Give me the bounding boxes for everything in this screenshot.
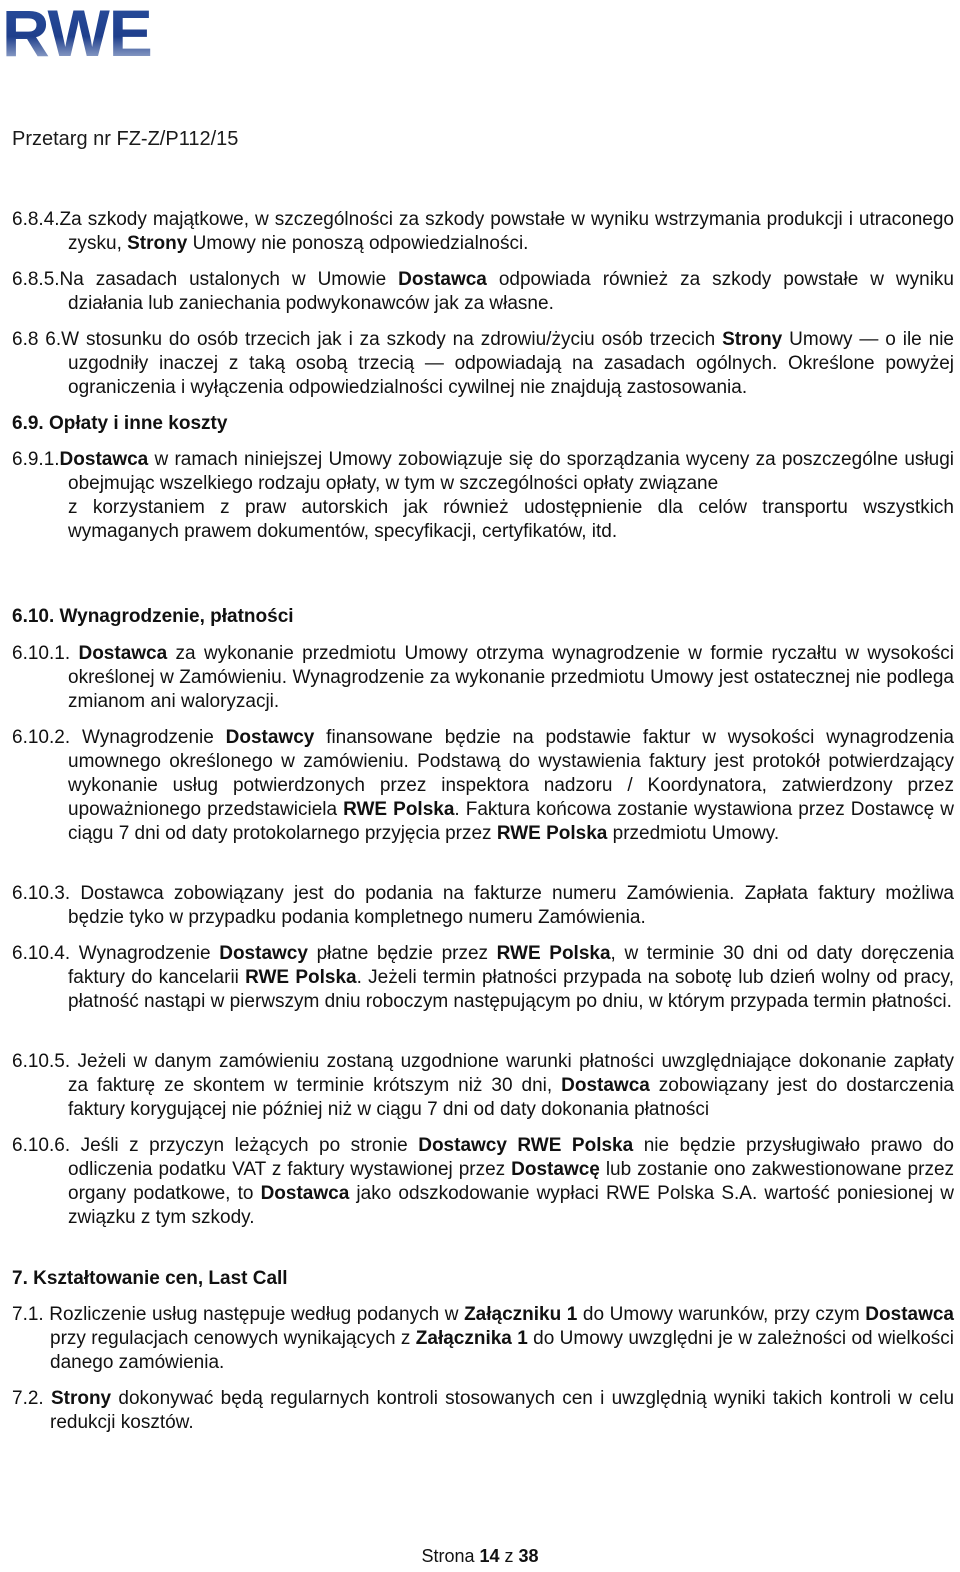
clause-6-8-4: 6.8.4.Za szkody majątkowe, w szczególności za szkody powstałe w wyniku wstrzymania produkcji i utraconego zysku, Strony Umowy nie ponoszą odpowiedzialności. — [12, 209, 954, 254]
clause-number: 6.10.3. — [12, 883, 71, 904]
clause-number: 6.8 6. — [12, 329, 62, 350]
clause-number: 7.1. — [12, 1304, 44, 1325]
clause-6-8-5: 6.8.5.Na zasadach ustalonych w Umowie Dostawca odpowiada również za szkody powstałe w wyniku działania lub zaniechania podwykonawców jak za własne. — [12, 269, 954, 314]
page-number: 14 — [479, 1546, 500, 1566]
svg-text:RWE: RWE — [2, 2, 152, 68]
clause-6-8-6: 6.8 6.W stosunku do osób trzecich jak i za szkody na zdrowiu/życiu osób trzecich Strony Umowy — o ile nie uzgodniły inaczej z taką osobą trzecią — odpowiadają na zasadach ogólnych. Określone powyżej ograniczenia i wyłączenia odpowiedzialności cywilnej nie znajdują zastosowania. — [12, 329, 954, 398]
clause-number: 6.8.4. — [12, 209, 60, 230]
clause-number: 6.10.2. — [12, 727, 71, 748]
section-heading-6-10: 6.10. Wynagrodzenie, płatności — [12, 606, 294, 627]
clause-number: 7.2. — [12, 1388, 44, 1409]
clause-number: 6.8.5. — [12, 269, 60, 290]
clause-number: 6.10.4. — [12, 943, 71, 964]
clause-number: 6.10.1. — [12, 643, 71, 664]
tender-number: Przetarg nr FZ-Z/P112/15 — [12, 128, 239, 150]
clause-6-10-1: 6.10.1. Dostawca za wykonanie przedmiotu Umowy otrzyma wynagrodzenie w formie ryczałtu w wysokości określonej w Zamówieniu. Wynagrodzenie za wykonanie przedmiotu Umowy jest ostatecznej nie podlega zmianom ani waloryzacji. — [12, 643, 955, 712]
clause-number: 6.9.1. — [12, 449, 60, 470]
clause-6-9-1: 6.9.1.Dostawca w ramach niniejszej Umowy zobowiązuje się do sporządzania wyceny za poszczególne usługi obejmując wszelkiego rodzaju opłaty, w tym w szczególności opłaty związane z korzystaniem z praw autorskich jak również udostępnienie dla celów transportu wszystkich wymaganych prawem dokumentów, specyfikacji, certyfikatów, itd. — [12, 449, 954, 542]
clause-number: 6.10.6. — [12, 1135, 71, 1156]
clause-7-2: 7.2. Strony dokonywać będą regularnych kontroli stosowanych cen i uwzględnią wyniki takich kontroli w celu redukcji kosztów. — [12, 1388, 955, 1433]
clause-number: 6.10.5. — [12, 1051, 71, 1072]
clause-6-10-2: 6.10.2. Wynagrodzenie Dostawcy finansowane będzie na podstawie faktur w wysokości wynagrodzenia umownego określonego w zamówieniu. Podstawą do wystawienia faktury jest protokół potwierdzający wykonanie usług potwierdzonych przez inspektora nadzoru / Koordynatora, zatwierdzony przez upoważnionego przedstawiciela RWE Polska. Faktura końcowa zostanie wystawiona przez Dostawcę w ciągu 7 dni od daty protokolarnego przyjęcia przez RWE Polska przedmiotu Umowy. — [12, 727, 955, 844]
page-total: 38 — [518, 1546, 539, 1566]
clause-6-10-5: 6.10.5. Jeżeli w danym zamówieniu zostaną uzgodnione warunki płatności uwzględniające dokonanie zapłaty za fakturę ze skontem w terminie krótszym niż 30 dni, Dostawca zobowiązany jest do dostarczenia faktury korygującej nie później niż w ciągu 7 dni od daty dokonania płatności — [12, 1051, 955, 1120]
clause-7-1: 7.1. Rozliczenie usług następuje według podanych w Załączniku 1 do Umowy warunków, przy czym Dostawca przy regulacjach cenowych wynikających z Załącznika 1 do Umowy uwzględni je w zależności od wielkości danego zamówienia. — [12, 1304, 954, 1373]
clause-6-10-4: 6.10.4. Wynagrodzenie Dostawcy płatne będzie przez RWE Polska, w terminie 30 dni od daty doręczenia faktury do kancelarii RWE Polska. Jeżeli termin płatności przypada na sobotę lub dzień wolny od pracy, płatność nastąpi w pierwszym dniu roboczym następującym po dniu, w którym przypada termin płatności. — [12, 943, 954, 1012]
section-heading-7: 7. Kształtowanie cen, Last Call — [12, 1268, 288, 1289]
section-heading-6-9: 6.9. Opłaty i inne koszty — [12, 413, 228, 434]
page-footer: Strona 14 z 38 — [421, 1546, 539, 1566]
clause-6-10-3: 6.10.3. Dostawca zobowiązany jest do podania na fakturze numeru Zamówienia. Zapłata faktury możliwa będzie tyko w przypadku podania kompletnego numeru Zamówienia. — [12, 883, 954, 928]
rwe-logo — [2, 2, 168, 74]
clause-6-10-6: 6.10.6. Jeśli z przyczyn leżących po stronie Dostawcy RWE Polska nie będzie przysługiwało prawo do odliczenia podatku VAT z faktury wystawionej przez Dostawcę lub zostanie ono zakwestionowane przez organy podatkowe, to Dostawca jako odszkodowanie wypłaci RWE Polska S.A. wartość poniesionej w związku z tym szkody. — [12, 1135, 955, 1228]
